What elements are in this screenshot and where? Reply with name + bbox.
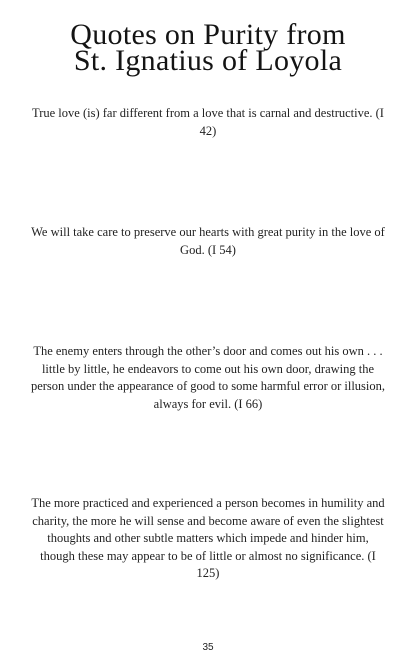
- title-line-1: Quotes on Purity from: [70, 18, 346, 51]
- quote-1: True love (is) far different from a love that is carnal and destructive. (I 42): [32, 106, 384, 138]
- title-line-2: St. Ignatius of Loyola: [73, 44, 343, 77]
- page-number: 35: [202, 642, 214, 653]
- quote-3: The enemy enters through the other’s door and comes out his own . . . little by little, he endeavors to come out his own door, drawing the person under the appearance of good to some harmful error or illusion, always for evil. (I 66): [30, 344, 386, 411]
- quote-2: We will take care to preserve our hearts with great purity in the love of God. (I 54): [31, 225, 385, 257]
- quote-4: The more practiced and experienced a person becomes in humility and charity, the more he will sense and become aware of even the slightest thoughts and other subtle matters which impede and hinder him, though these may appear to be of little or almost no significance. (I 125): [31, 496, 385, 580]
- page-title: [0, 18, 416, 77]
